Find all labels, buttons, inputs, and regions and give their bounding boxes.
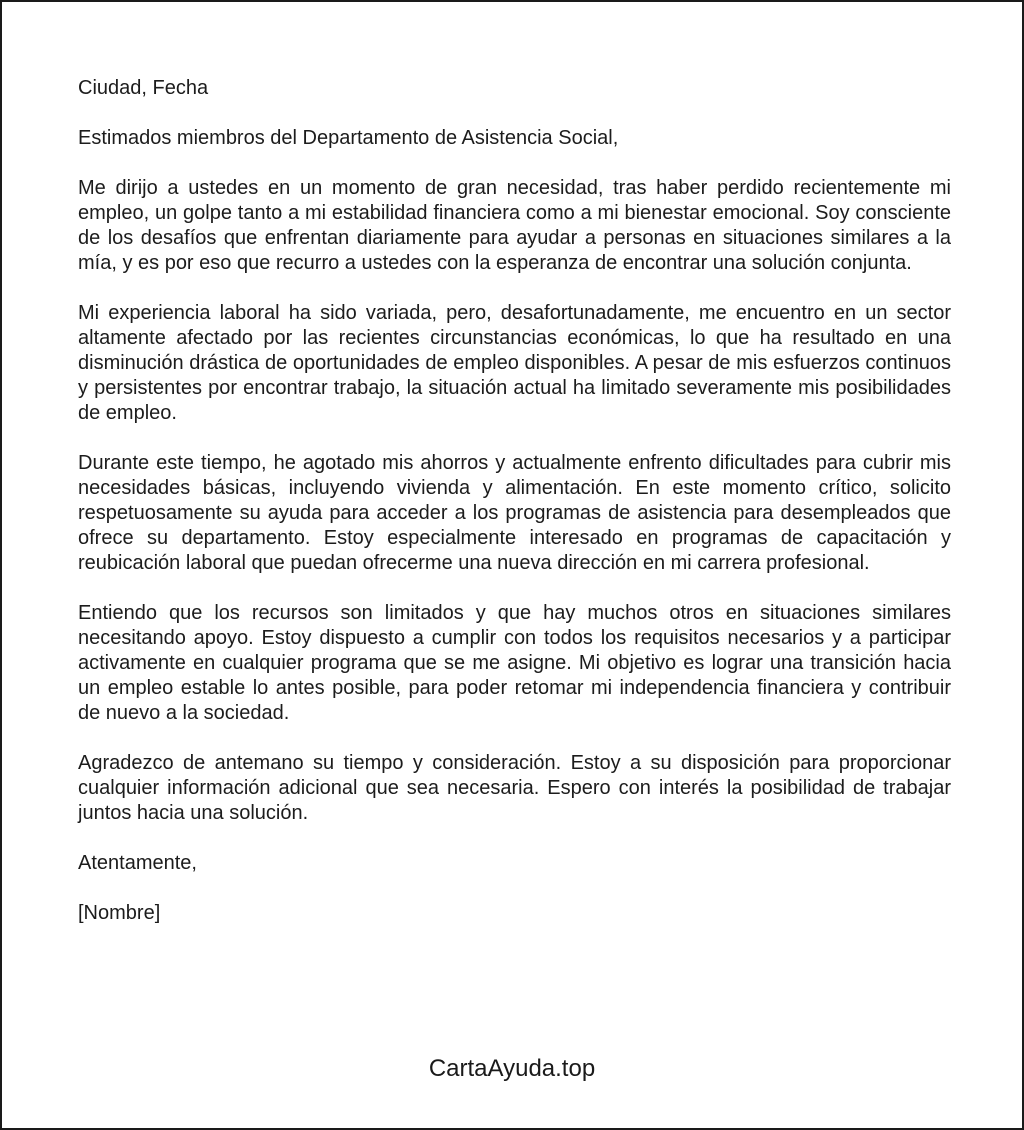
paragraph-5: Agradezco de antemano su tiempo y consideración. Estoy a su disposición para proporcionar cualquier información adicional que sea necesaria. Espero con interés la posibilidad de trabajar juntos hacia una solución. bbox=[78, 752, 951, 824]
closing: Atentamente, bbox=[78, 852, 197, 874]
paragraph-1: Me dirijo a ustedes en un momento de gran necesidad, tras haber perdido recientemente mi empleo, un golpe tanto a mi estabilidad financiera como a mi bienestar emocional. Soy consciente de los desafíos que enfrentan diariamente para ayudar a personas en situaciones similares a la mía, y es por eso que recurro a ustedes con la esperanza de encontrar una solución conjunta. bbox=[78, 177, 951, 274]
paragraph-4: Entiendo que los recursos son limitados y que hay muchos otros en situaciones similares necesitando apoyo. Estoy dispuesto a cumplir con todos los requisitos necesarios y a participar activamente en cualquier programa que se me asigne. Mi objetivo es lograr una transición hacia un empleo estable lo antes posible, para poder retomar mi independencia financiera y contribuir de nuevo a la sociedad. bbox=[78, 602, 951, 724]
salutation: Estimados miembros del Departamento de Asistencia Social, bbox=[78, 127, 619, 149]
footer-site-name: CartaAyuda.top bbox=[428, 1055, 596, 1082]
place-date: Ciudad, Fecha bbox=[78, 77, 209, 99]
signature-placeholder: [Nombre] bbox=[78, 902, 161, 924]
letter-body bbox=[78, 76, 951, 951]
paragraph-2: Mi experiencia laboral ha sido variada, pero, desafortunadamente, me encuentro en un sector altamente afectado por las recientes circunstancias económicas, lo que ha resultado en una disminución drástica de oportunidades de empleo disponibles. A pesar de mis esfuerzos continuos y persistentes por encontrar trabajo, la situación actual ha limitado severamente mis posibilidades de empleo. bbox=[78, 302, 951, 424]
paragraph-3: Durante este tiempo, he agotado mis ahorros y actualmente enfrento dificultades para cubrir mis necesidades básicas, incluyendo vivienda y alimentación. En este momento crítico, solicito respetuosamente su ayuda para acceder a los programas de asistencia para desempleados que ofrece su departamento. Estoy especialmente interesado en programas de capacitación y reubicación laboral que puedan ofrecerme una nueva dirección en mi carrera profesional. bbox=[78, 452, 951, 574]
